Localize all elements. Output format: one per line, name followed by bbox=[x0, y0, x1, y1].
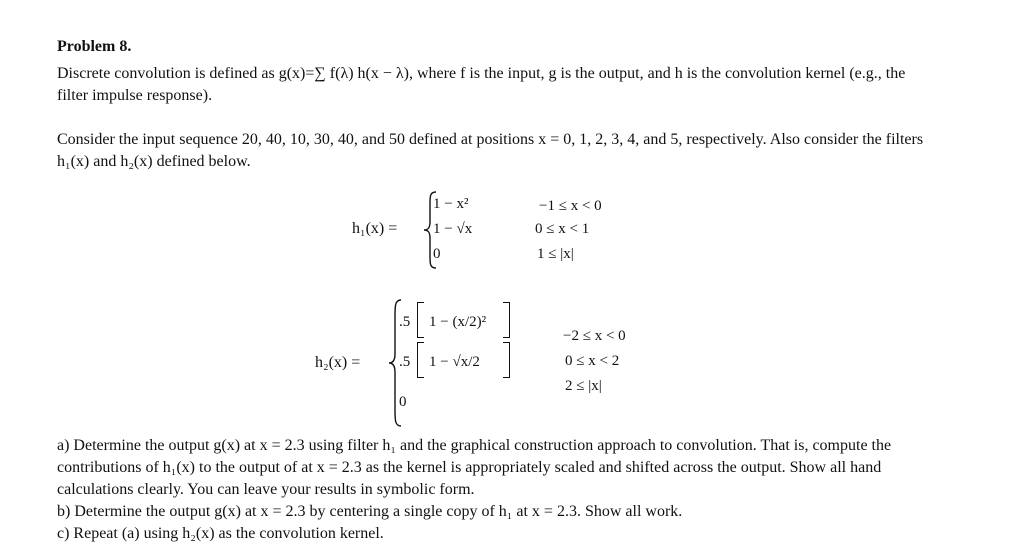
h2-case-2-prefix: .5 bbox=[399, 354, 411, 370]
h2-cond-2: 0 ≤ x < 2 bbox=[565, 353, 620, 369]
h1-case-3: 0 bbox=[433, 246, 441, 262]
h2-cond-1: −2 ≤ x < 0 bbox=[563, 328, 626, 344]
h2-case-1-inner: 1 − (x/2)² bbox=[429, 314, 487, 330]
h2-case-1-left-bracket bbox=[417, 302, 424, 338]
h1-case-1: 1 − x² bbox=[433, 196, 469, 212]
consider-paragraph: Consider the input sequence 20, 40, 10, 30, 40, and 50 defined at positions x = 0, 1, 2, 3, 4, and 5, respectively. Also consider the filters h₁(x) and h₂(x) defined below. bbox=[57, 131, 928, 170]
h2-case-1-right-bracket bbox=[503, 302, 510, 338]
h1-cond-3: 1 ≤ |x| bbox=[537, 246, 574, 262]
h1-lhs: h₁(x) = bbox=[352, 220, 398, 237]
h1-cond-1: −1 ≤ x < 0 bbox=[539, 198, 602, 214]
h2-case-2-left-bracket bbox=[417, 342, 424, 378]
h1-case-2: 1 − √x bbox=[433, 221, 473, 237]
intro-paragraph: Discrete convolution is defined as g(x)=∑ f(λ) h(x − λ), where f is the input, g is the output, and h is the convolution kernel (e.g., the filter impulse response). bbox=[57, 65, 910, 104]
h2-case-1-prefix: .5 bbox=[399, 314, 411, 330]
problem-title: Problem 8. bbox=[57, 38, 132, 55]
question-c: c) Repeat (a) using h₂(x) as the convolution kernel. bbox=[57, 525, 384, 542]
h2-case-2-right-bracket bbox=[503, 342, 510, 378]
h2-lhs: h₂(x) = bbox=[315, 354, 361, 371]
question-a: a) Determine the output g(x) at x = 2.3 using filter h₁ and the graphical construction approach to convolution. That is, compute the contributions of h₁(x) to the output of at x = 2.3 as the kernel is appropriately scaled and shifted across the output. Show all hand calculations clearly. You can leave your results in symbolic form. bbox=[57, 437, 892, 498]
question-b: b) Determine the output g(x) at x = 2.3 by centering a single copy of h₁ at x = 2.3. Show all work. bbox=[57, 503, 683, 520]
h2-case-2-inner: 1 − √x/2 bbox=[429, 354, 480, 370]
h2-cond-3: 2 ≤ |x| bbox=[565, 378, 602, 394]
h2-case-3: 0 bbox=[399, 394, 407, 410]
h1-cond-2: 0 ≤ x < 1 bbox=[535, 221, 590, 237]
